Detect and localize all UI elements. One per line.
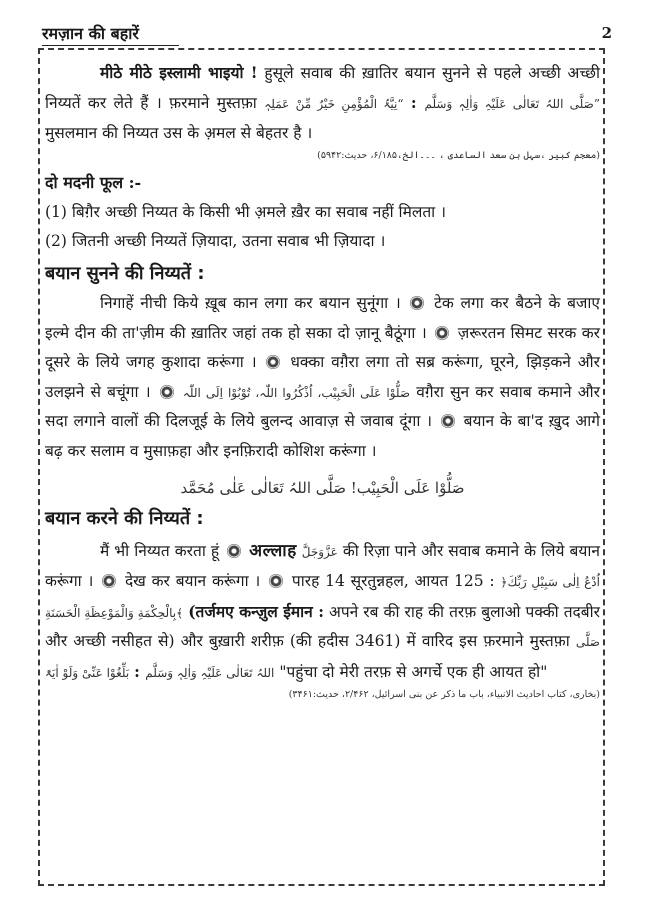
listening-sentence-1: निगाहें नीची किये ख़ूब कान लगा कर बयान सुनूंगा । xyxy=(100,294,401,313)
page-content xyxy=(45,58,600,702)
intro-paragraph xyxy=(45,58,600,148)
giving-text-7: "पहुंचा दो मेरी तरफ़ से अगर्चे एक ही आयत हो" xyxy=(274,662,548,681)
flower-bullet-icon xyxy=(102,574,116,588)
listening-sentence-3: ज़रूरतन सिमट सरक कर दूसरे के लिये जगह कुशादा करूंगा । xyxy=(45,323,600,372)
page-number: 2 xyxy=(601,24,612,42)
page-header xyxy=(30,8,620,48)
quran-ayah: ﴿اُدْعُ اِلٰى سَبِيْلِ رَبِّكَ بِالْحِكْمَةِ وَالْمَوْعِظَةِ الْحَسَنَةِ﴾ xyxy=(45,575,600,620)
giving-text-3: देख कर बयान करूंगा । xyxy=(124,572,261,591)
colon-2: : xyxy=(134,661,146,681)
allah-calligraphy: अल्लाह xyxy=(249,541,297,562)
intro-text-1: हुसूले सवाब की ख़ातिर बयान सुनने से पहले अच्छी अच्छी निय्यतें कर लेते हैं । फ़रमाने मुस्तफ़ा xyxy=(45,64,600,113)
flower-bullet-icon xyxy=(266,355,280,369)
listening-intentions-heading: बयान सुनने की निय्यतें : xyxy=(45,262,205,284)
giving-text-2: की रिज़ा पाने और सवाब कमाने के लिये बयान करूंगा । xyxy=(45,542,600,591)
reference-2: (بخاری، کتاب احادیث الانبیاء، باب ما ذکر عن بنی اسرائیل، ۲/۴۶۲، حدیث:۳۴۶۱) xyxy=(288,689,600,701)
arabic-phrases: صَلُّوْا عَلَی الْحَبِیْب، اُذْکُرُوا اللّٰہ، تُوْبُوْا اِلَی اللّٰہ xyxy=(182,385,411,400)
giving-intentions-heading: बयान करने की निय्यतें : xyxy=(45,508,204,530)
hadith-arabic-text: نِیَّۃُ الْمُؤْمِنِ خَیْرٌ مِّنْ عَمَلِہٖ xyxy=(264,97,398,112)
flower-bullet-icon xyxy=(435,326,449,340)
intro-text-2: मुसलमान की निय्यत उस के अ़मल से बेहतर है । xyxy=(45,123,313,142)
giving-text-4: पारह 14 सूरतुन्नहल, आयत 125 : xyxy=(291,572,495,591)
header-title: रमज़ान की बहारें xyxy=(42,24,139,43)
giving-text-1: मैं भी निय्यत करता हूं xyxy=(100,542,220,561)
listening-sentence-6: बयान के बा'द ख़ुद आगे बढ़ कर सलाम व मुसाफ़हा और इनफ़िरादी कोशिश करूंगा । xyxy=(45,412,600,460)
azza-wajal: عَزَّوَجَلَّ xyxy=(301,545,338,560)
two-flowers-heading: दो मदनी फूल :- xyxy=(45,172,142,192)
flower-item-1: (1) बिग़ैर अच्छी निय्यत के किसी भी अ़मले ख़ैर का सवाब नहीं मिलता । xyxy=(45,202,446,221)
flower-bullet-icon xyxy=(441,414,455,428)
flower-item-2: (2) जितनी अच्छी निय्यतें ज़ियादा, उतना सवाब भी ज़ियादा । xyxy=(45,232,386,251)
listening-sentence-4: धक्का वग़ैरा लगा तो सब्र करूंगा, घूरने, झिड़कने और उलझने से बचूंगा । xyxy=(45,353,600,401)
tarjama-label: (तर्जमए कन्ज़ुल ईमान : xyxy=(188,601,324,621)
listening-sentence-5: वग़ैरा सुन कर सवाब कमाने और सदा लगाने वालों की दिलजूई के लिये बुलन्द आवाज़ से जवाब दूंगा । xyxy=(45,382,600,431)
reference-1: (معجم کبیر ،سہل بن سعد الساعدی ، ۔۔۔الخ،۶/۱۸۵، حدیث:۵۹۴۲) xyxy=(317,150,600,162)
listening-paragraph xyxy=(45,289,600,466)
hadith-arabic: “نِیَّۃُ الْمُؤْمِنِ خَیْرٌ مِّنْ عَمَلِہٖ ” xyxy=(264,97,600,112)
hadith-arabic-2: بَلِّغُوْا عَنِّیْ وَلَوْ اٰیَۃً xyxy=(45,665,130,680)
flower-bullet-icon xyxy=(227,544,241,558)
salawat-calligraphy-2: صَلَّی اللہُ تَعَالٰی عَلَیْہِ وَاٰلِہٖ وَسَلَّم xyxy=(145,635,600,680)
salawat-line: صَلُّوْا عَلَی الْحَبِیْب! صَلَّی اللہُ تَعَالٰی عَلٰی مُحَمَّد xyxy=(180,478,465,497)
giving-paragraph xyxy=(45,535,600,687)
greeting: मीठे मीठे इस्लामी भाइयो ! xyxy=(100,63,258,82)
flower-bullet-icon xyxy=(269,574,283,588)
colon: : xyxy=(410,93,425,113)
flower-bullet-icon xyxy=(410,296,424,310)
salawat-calligraphy: صَلَّی اللہُ تَعَالٰی عَلَیْہِ وَاٰلِہٖ وَسَلَّم xyxy=(424,97,594,112)
listening-sentence-2: टेक लगा कर बैठने के बजाए इल्मे दीन की ता'ज़ीम की ख़ातिर जहां तक हो सका दो ज़ानू बैठूंगा । xyxy=(45,294,601,342)
giving-text-6: अपने रब की राह की तरफ़ बुलाओ पक्की तदबीर और अच्छी नसीहत से) और बुख़ारी शरीफ़ (की हदीस 3461) में वारिद इस फ़रमाने मुस्तफ़ा xyxy=(45,602,600,651)
flower-bullet-icon xyxy=(160,385,174,399)
